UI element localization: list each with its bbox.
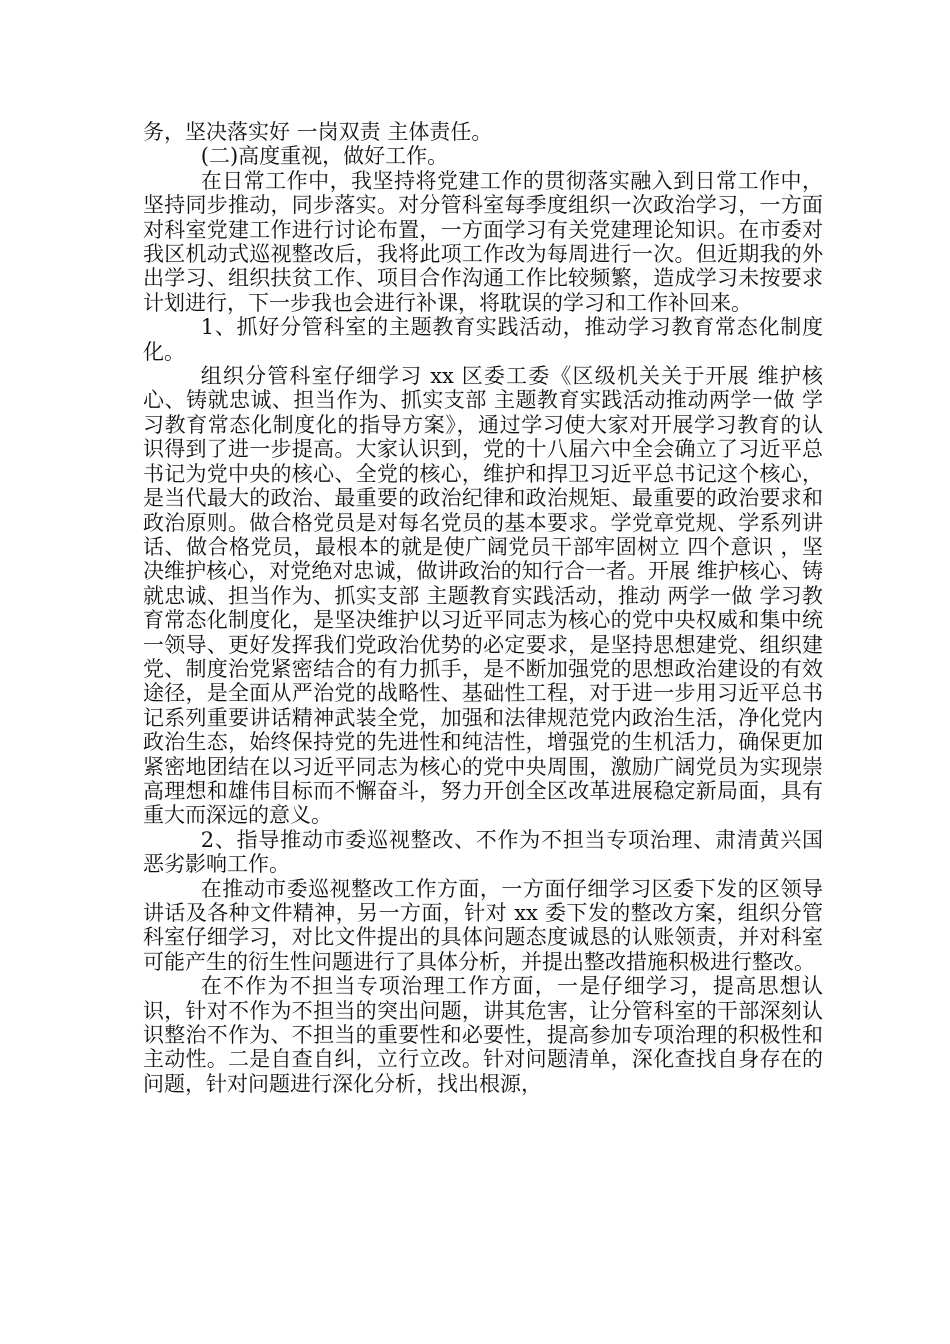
paragraph: 在不作为不担当专项治理工作方面，一是仔细学习，提高思想认识，针对不作为不担当的突出问题，讲其危害，让分管科室的干部深刻认识整治不作为、不担当的重要性和必要性，提高参加专项治理的积极性和主动性。二是自查自纠，立行立改。针对问题清单，深化查找自身存在的问题，针对问题进行深化分析，找出根源，: [143, 974, 823, 1096]
section-heading: (二)高度重视，做好工作。: [200, 144, 449, 169]
item-heading-1: 1、抓好分管科室的主题教育实践活动，推动学习教育常态化制度化。: [143, 315, 823, 364]
paragraph-continuation: 务，坚决落实好 一岗双责 主体责任。: [143, 120, 493, 144]
document-body: [143, 120, 823, 1096]
item-heading-2: 2、指导推动市委巡视整改、不作为不担当专项治理、肃清黄兴国恶劣影响工作。: [143, 827, 823, 877]
paragraph: 在推动市委巡视整改工作方面，一方面仔细学习区委下发的区领导讲话及各种文件精神，另一方面，针对 xx 委下发的整改方案，组织分管科室仔细学习，对比文件提出的具体问题态度诚恳的认账领责，并对科室可能产生的衍生性问题进行了具体分析，并提出整改措施积极进行整改。: [143, 876, 823, 974]
paragraph: 在日常工作中，我坚持将党建工作的贯彻落实融入到日常工作中，坚持同步推动，同步落实。对分管科室每季度组织一次政治学习，一方面对科室党建工作进行讨论布置，一方面学习有关党建理论知识。在市委对我区机动式巡视整改后，我将此项工作改为每周进行一次。但近期我的外出学习、组织扶贫工作、项目合作沟通工作比较频繁，造成学习未按要求计划进行，下一步我也会进行补课，将耽误的学习和工作补回来。: [143, 168, 823, 315]
paragraph: 组织分管科室仔细学习 xx 区委工委《区级机关关于开展 维护核心、铸就忠诚、担当作为、抓实支部 主题教育实践活动推动两学一做 学习教育常态化制度化的指导方案》，通过学习使大家对开展学习教育的认识得到了进一步提高。大家认识到，党的十八届六中全会确立了习近平总书记为党中央的核心、全党的核心，维护和捍卫习近平总书记这个核心，是当代最大的政治、最重要的政治纪律和政治规矩、最重要的政治要求和政治原则。做合格党员是对每名党员的基本要求。学党章党规、学系列讲话、做合格党员，最根本的就是使广阔党员干部牢固树立 四个意识 ，坚决维护核心，对党绝对忠诚，做讲政治的知行合一者。开展 维护核心、铸就忠诚、担当作为、抓实支部 主题教育实践活动，推动 两学一做 学习教育常态化制度化，是坚决维护以习近平同志为核心的党中央权威和集中统一领导、更好发挥我们党政治优势的必定要求，是坚持思想建党、组织建党、制度治党紧密结合的有力抓手，是不断加强党的思想政治建设的有效途径，是全面从严治党的战略性、基础性工程，对于进一步用习近平总书记系列重要讲话精神武装全党，加强和法律规范党内政治生活，净化党内政治生态，始终保持党的先进性和纯洁性，增强党的生机活力，确保更加紧密地团结在以习近平同志为核心的党中央周围，激励广阔党员为实现崇高理想和雄伟目标而不懈奋斗，努力开创全区改革进展稳定新局面，具有重大而深远的意义。: [143, 364, 823, 828]
